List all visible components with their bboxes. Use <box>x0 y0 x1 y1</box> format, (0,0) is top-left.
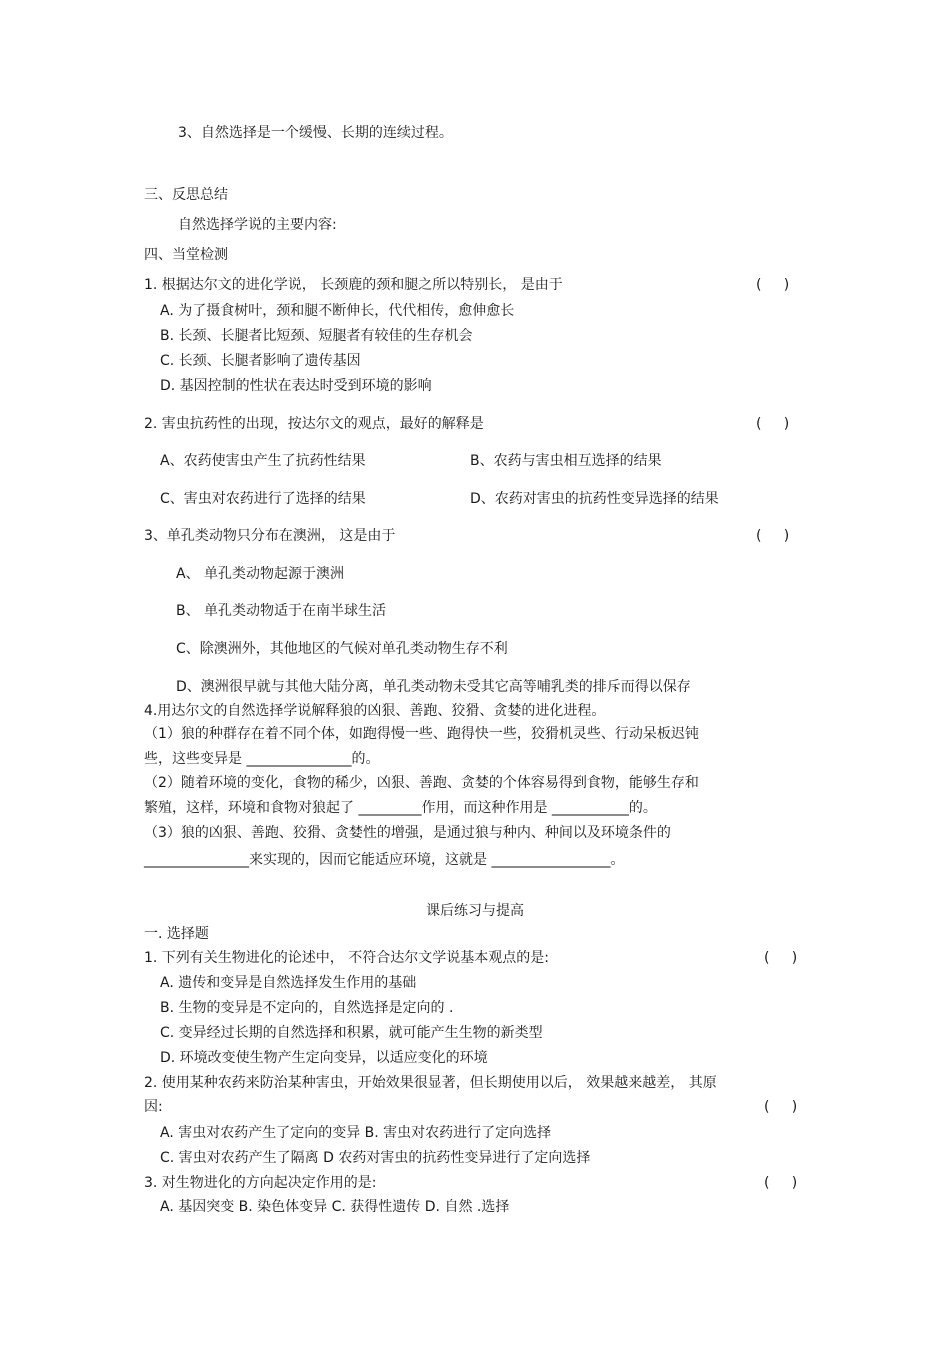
hw-q3-stem: 3. 对生物进化的方向起决定作用的是: <box>144 1175 377 1191</box>
s4-q1-stem: 1. 根据达尔文的进化学说， 长颈鹿的颈和腿之所以特别长， 是由于 <box>144 277 563 293</box>
section-3-heading: 三、反思总结 <box>144 187 228 203</box>
s4-q4-stem: 4.用达尔文的自然选择学说解释狼的凶狠、善跑、狡猾、贪婪的进化进程。 <box>144 703 606 719</box>
hw-q2-stem-line2: 因: <box>144 1099 163 1115</box>
s4-q4-part2-line2: 繁殖，这样，环境和食物对狼起了 _________作用，而这种作用是 ___________的。 <box>144 800 657 816</box>
hw-q2-answer-bracket: ( ) <box>764 1099 798 1115</box>
s4-q3-option-c: C、除澳洲外，其他地区的气候对单孔类动物生存不利 <box>176 641 508 657</box>
s4-q4-part3-line2: _______________来实现的，因而它能适应环境，这就是 _________________。 <box>144 852 625 868</box>
s4-q3-option-a: A、 单孔类动物起源于澳洲 <box>176 566 345 582</box>
hw-q2-stem-line1: 2. 使用某种农药来防治某种害虫，开始效果很显著，但长期使用以后， 效果越来越差， 其原 <box>144 1075 717 1091</box>
hw-q2-options-ab: A. 害虫对农药产生了定向的变异 B. 害虫对农药进行了定向选择 <box>160 1125 552 1141</box>
s4-q2-stem: 2. 害虫抗药性的出现，按达尔文的观点，最好的解释是 <box>144 416 484 432</box>
s4-q1-option-c: C. 长颈、长腿者影响了遗传基因 <box>160 353 361 369</box>
s4-q2-option-b: B、农药与害虫相互选择的结果 <box>470 453 662 469</box>
hw-q3-options: A. 基因突变 B. 染色体变异 C. 获得性遗传 D. 自然 .选择 <box>160 1199 510 1215</box>
s4-q2-answer-bracket: ( ) <box>756 416 790 432</box>
hw-q1-option-d: D. 环境改变使生物产生定向变异，以适应变化的环境 <box>160 1050 488 1066</box>
s4-q1-option-d: D. 基因控制的性状在表达时受到环境的影响 <box>160 378 432 394</box>
intro-point-3: 3、自然选择是一个缓慢、长期的连续过程。 <box>178 125 453 141</box>
s4-q2-option-d: D、农药对害虫的抗药性变异选择的结果 <box>470 491 719 507</box>
hw-q1-option-b: B. 生物的变异是不定向的，自然选择是定向的 . <box>160 1000 454 1016</box>
hw-q1-stem: 1. 下列有关生物进化的论述中， 不符合达尔文学说基本观点的是: <box>144 950 549 966</box>
s4-q4-part2-line1: （2）随着环境的变化，食物的稀少，凶狠、善跑、贪婪的个体容易得到食物，能够生存和 <box>144 775 699 791</box>
s4-q3-option-b: B、 单孔类动物适于在南半球生活 <box>176 603 387 619</box>
homework-part-1-heading: 一. 选择题 <box>144 926 209 942</box>
s4-q2-option-a: A、农药使害虫产生了抗药性结果 <box>160 453 366 469</box>
hw-q2-options-cd: C. 害虫对农药产生了隔离 D 农药对害虫的抗药性变异进行了定向选择 <box>160 1150 591 1166</box>
homework-title: 课后练习与提高 <box>426 903 524 919</box>
hw-q1-option-c: C. 变异经过长期的自然选择和积累，就可能产生生物的新类型 <box>160 1025 543 1041</box>
s4-q3-option-d: D、澳洲很早就与其他大陆分离，单孔类动物未受其它高等哺乳类的排斥而得以保存 <box>176 679 691 695</box>
s4-q1-answer-bracket: ( ) <box>756 277 790 293</box>
hw-q1-option-a: A. 遗传和变异是自然选择发生作用的基础 <box>160 975 417 991</box>
hw-q1-answer-bracket: ( ) <box>764 950 798 966</box>
s4-q3-answer-bracket: ( ) <box>756 528 790 544</box>
s4-q4-part1-line1: （1）狼的种群存在着不同个体，如跑得慢一些、跑得快一些，狡猾机灵些、行动呆板迟钝 <box>144 726 699 742</box>
s4-q3-stem: 3、单孔类动物只分布在澳洲， 这是由于 <box>144 528 396 544</box>
s4-q1-option-b: B. 长颈、长腿者比短颈、短腿者有较佳的生存机会 <box>160 328 473 344</box>
s4-q4-part3-line1: （3）狼的凶狠、善跑、狡猾、贪婪性的增强，是通过狼与种内、种间以及环境条件的 <box>144 825 671 841</box>
hw-q3-answer-bracket: ( ) <box>764 1175 798 1191</box>
s4-q1-option-a: A. 为了摄食树叶，颈和腿不断伸长，代代相传，愈伸愈长 <box>160 303 515 319</box>
section-3-content: 自然选择学说的主要内容: <box>178 217 337 233</box>
s4-q2-option-c: C、害虫对农药进行了选择的结果 <box>160 491 366 507</box>
section-4-heading: 四、当堂检测 <box>144 247 228 263</box>
s4-q4-part1-line2: 些，这些变异是 _______________的。 <box>144 751 380 767</box>
